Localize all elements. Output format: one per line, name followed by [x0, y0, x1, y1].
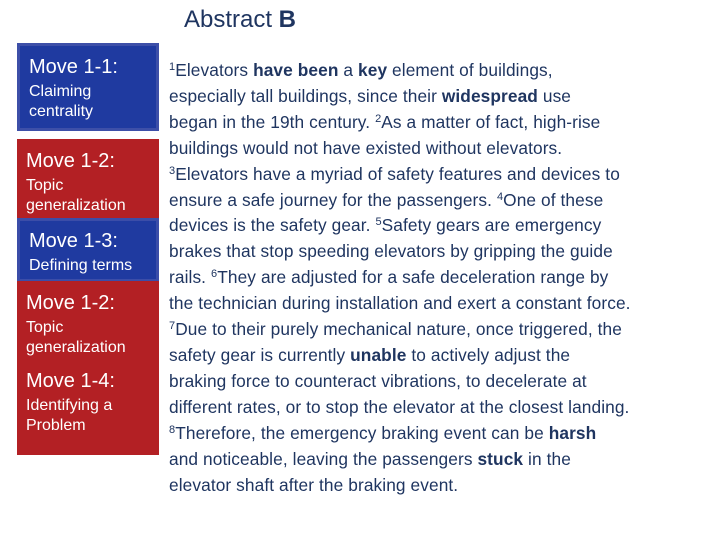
highlighted-phrase: widespread [441, 85, 538, 106]
abstract-line [169, 369, 709, 395]
text-segment: ensure a safe journey for the passengers. [169, 189, 497, 210]
abstract-line [169, 110, 709, 136]
move-description: Identifying a Problem [26, 397, 113, 434]
text-segment: One of these [503, 189, 604, 210]
abstract-line [169, 162, 709, 188]
move-heading: Move 1-4: [26, 370, 115, 392]
abstract-line [169, 239, 709, 265]
move-heading: Move 1-2: [26, 292, 115, 314]
move-heading: Move 1-1: [29, 56, 118, 78]
sentence-number: 6 [211, 268, 218, 281]
sentence-number: 8 [169, 423, 176, 436]
text-segment: element of buildings, [387, 60, 553, 80]
abstract-line [169, 317, 709, 343]
move-description: Topic generalization [26, 319, 126, 356]
text-segment: braking force to counteract vibrations, to decelerate at [169, 370, 587, 391]
highlighted-phrase: stuck [477, 448, 524, 469]
move-heading: Move 1-2: [26, 150, 115, 172]
text-segment: Elevators [175, 60, 254, 80]
text-segment: Due to their purely mechanical nature, once triggered, the [175, 319, 622, 340]
move-box-1-3 [17, 218, 159, 282]
text-segment: brakes that stop speeding elevators by gripping the guide [169, 241, 613, 262]
move-box-1-2-second [17, 281, 159, 364]
abstract-line [169, 188, 709, 214]
title-text: Abstract [183, 6, 279, 33]
text-segment: Therefore, the emergency braking event can be [175, 422, 549, 443]
abstract-line [169, 343, 709, 369]
text-segment: safety gear is currently [169, 344, 351, 365]
sentence-number: 3 [169, 164, 176, 177]
text-segment: Elevators have a myriad of safety features and devices to [175, 163, 620, 184]
abstract-line [169, 447, 709, 473]
text-segment: the technician during installation and exert a constant force. [169, 293, 631, 314]
abstract-line [169, 265, 709, 291]
abstract-body [169, 58, 709, 498]
text-segment: and noticeable, leaving the passengers [169, 448, 478, 469]
text-segment: elevator shaft after the braking event. [169, 474, 459, 495]
move-heading: Move 1-3: [29, 230, 118, 252]
text-segment: use [537, 85, 572, 106]
text-segment: devices is the safety gear. [169, 215, 376, 236]
abstract-line [169, 421, 709, 447]
text-segment: Safety gears are emergency [381, 215, 602, 236]
move-description: Defining terms [29, 257, 133, 274]
move-description: Claiming centrality [29, 83, 94, 120]
text-segment: in the [523, 448, 571, 469]
text-segment: As a matter of fact, high-rise [381, 111, 601, 132]
move-description: Topic generalization [26, 177, 126, 214]
text-segment: rails. [169, 267, 211, 288]
text-segment: to actively adjust the [406, 344, 571, 365]
text-segment: especially tall buildings, since their [169, 85, 442, 106]
move-box-1-2 [17, 139, 159, 223]
slide-title [0, 6, 480, 34]
text-segment: began in the 19th century. [169, 111, 376, 132]
sentence-number: 1 [169, 61, 176, 73]
highlighted-phrase: key [358, 60, 388, 80]
text-segment: a [338, 60, 359, 80]
abstract-line [169, 58, 709, 84]
abstract-line [169, 84, 709, 110]
abstract-line [169, 473, 709, 499]
move-box-1-4 [17, 364, 159, 455]
text-segment: They are adjusted for a safe deceleration range by [217, 267, 609, 288]
text-segment: buildings would not have existed without elevators. [169, 137, 563, 158]
text-segment: different rates, or to stop the elevator at the closest landing. [169, 396, 630, 417]
sentence-number: 5 [375, 216, 382, 229]
sentence-number: 7 [169, 320, 176, 333]
sentence-number: 4 [496, 190, 504, 203]
highlighted-phrase: have been [253, 60, 339, 80]
title-letter: B [278, 6, 297, 33]
move-box-1-1 [17, 43, 159, 131]
highlighted-phrase: harsh [548, 422, 597, 443]
abstract-line [169, 395, 709, 421]
abstract-line [169, 291, 709, 317]
abstract-line [169, 136, 709, 162]
abstract-line [169, 213, 709, 239]
sentence-number: 2 [375, 112, 382, 125]
highlighted-phrase: unable [350, 344, 407, 365]
